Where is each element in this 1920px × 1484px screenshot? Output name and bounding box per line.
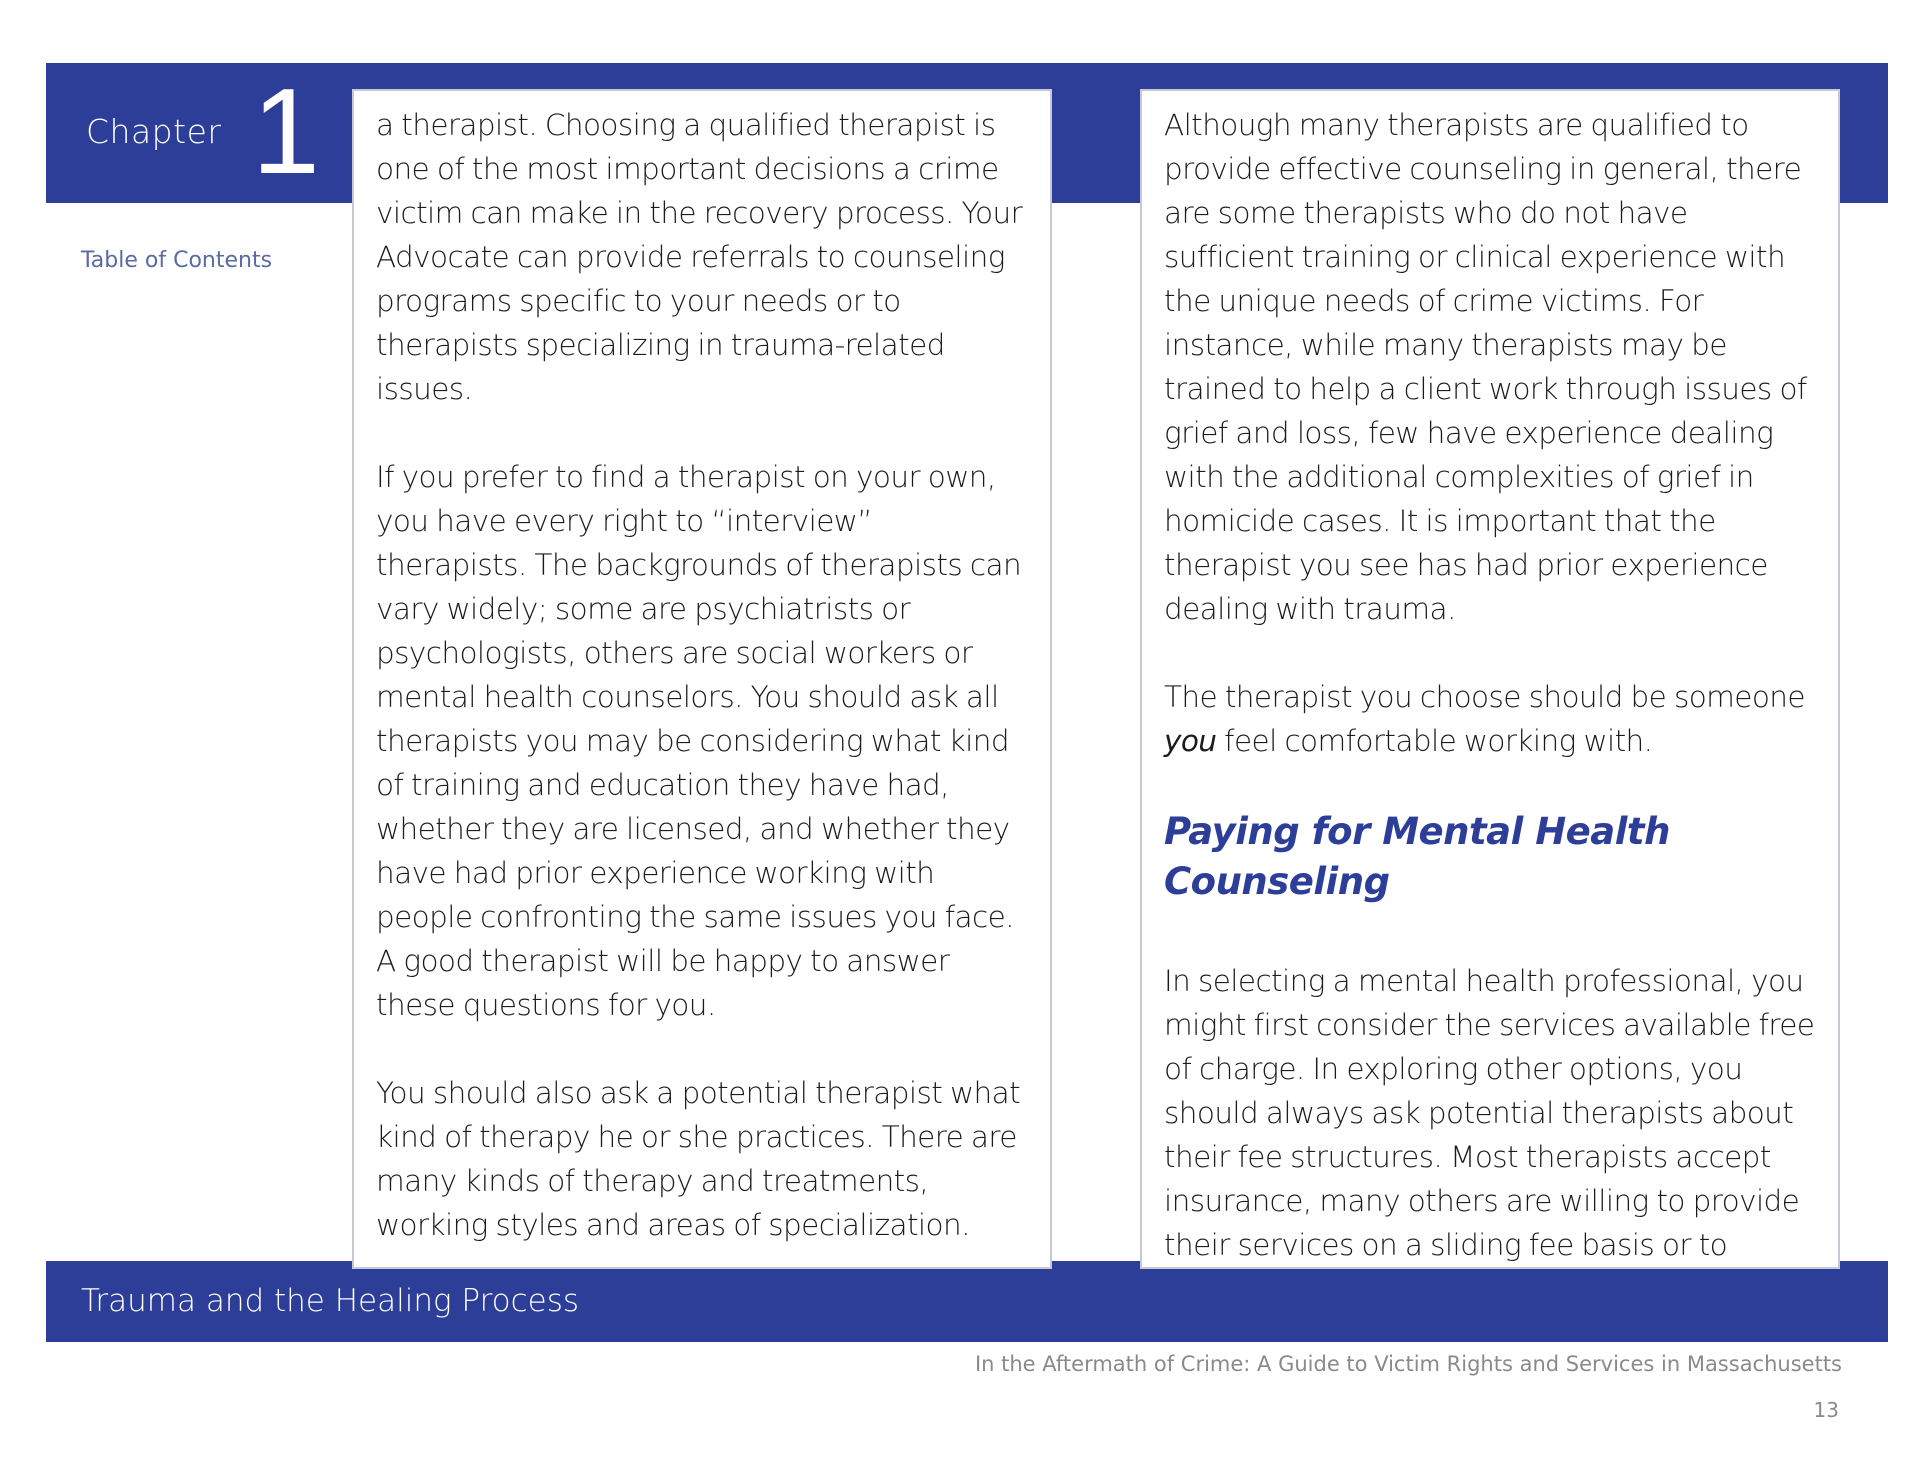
paragraph: In selecting a mental health professional, you might first consider the services available free of charge. In exploring other options, you should always ask potential therapists about their fee structures. Most therapists accept insurance, many others are willing to provide their services on a sliding fee basis or to (1164, 964, 1815, 1262)
paragraph: You should also ask a potential therapist what kind of therapy he or she practices. There are many kinds of therapy and treatments, working styles and areas of specialization. (376, 1076, 1021, 1242)
left-text-column (352, 89, 1052, 1269)
page-number: 13 (1813, 1398, 1839, 1422)
paragraph: a therapist. Choosing a qualified therapist is one of the most important decisions a crime victim can make in the recovery process. Your Advocate can provide referrals to counseling programs specific to your needs or to therapists specializing in trauma-related issues. (376, 108, 1023, 406)
section-heading: Paying for Mental Health Counseling (1164, 810, 1670, 903)
paragraph-text: feel comfortable working with. (1216, 724, 1653, 758)
chapter-label: Chapter (86, 112, 222, 151)
table-of-contents-link[interactable]: Table of Contents (81, 248, 273, 273)
paragraph (1164, 675, 1816, 763)
document-title: In the Aftermath of Crime: A Guide to Victim Rights and Services in Massachusetts (974, 1352, 1842, 1376)
chapter-number: 1 (252, 63, 320, 199)
right-text-column (1140, 89, 1840, 1269)
paragraph: If you prefer to find a therapist on your own, you have every right to “interview” therapists. The backgrounds of therapists can vary widely; some are psychiatrists or psychologists, others are social workers or mental health counselors. You should ask all therapists you may be considering what kind of training and education they have had, whether they are licensed, and whether they have had prior experience working with people confronting the same issues you face. A good therapist will be happy to answer these questions for you. (376, 460, 1022, 1022)
section-title: Trauma and the Healing Process (81, 1283, 580, 1319)
paragraph: Although many therapists are qualified to provide effective counseling in general, there are some therapists who do not have sufficient training or clinical experience with the unique needs of crime victims. For instance, while many therapists may be trained to help a client work through issues of grief and loss, few have experience dealing with the additional complexities of grief in homicide cases. It is important that the therapist you see has had prior experience dealing with trauma. (1164, 108, 1807, 626)
paragraph-text: The therapist you choose should be someone (1164, 680, 1805, 714)
emphasis-text: you (1164, 724, 1217, 758)
